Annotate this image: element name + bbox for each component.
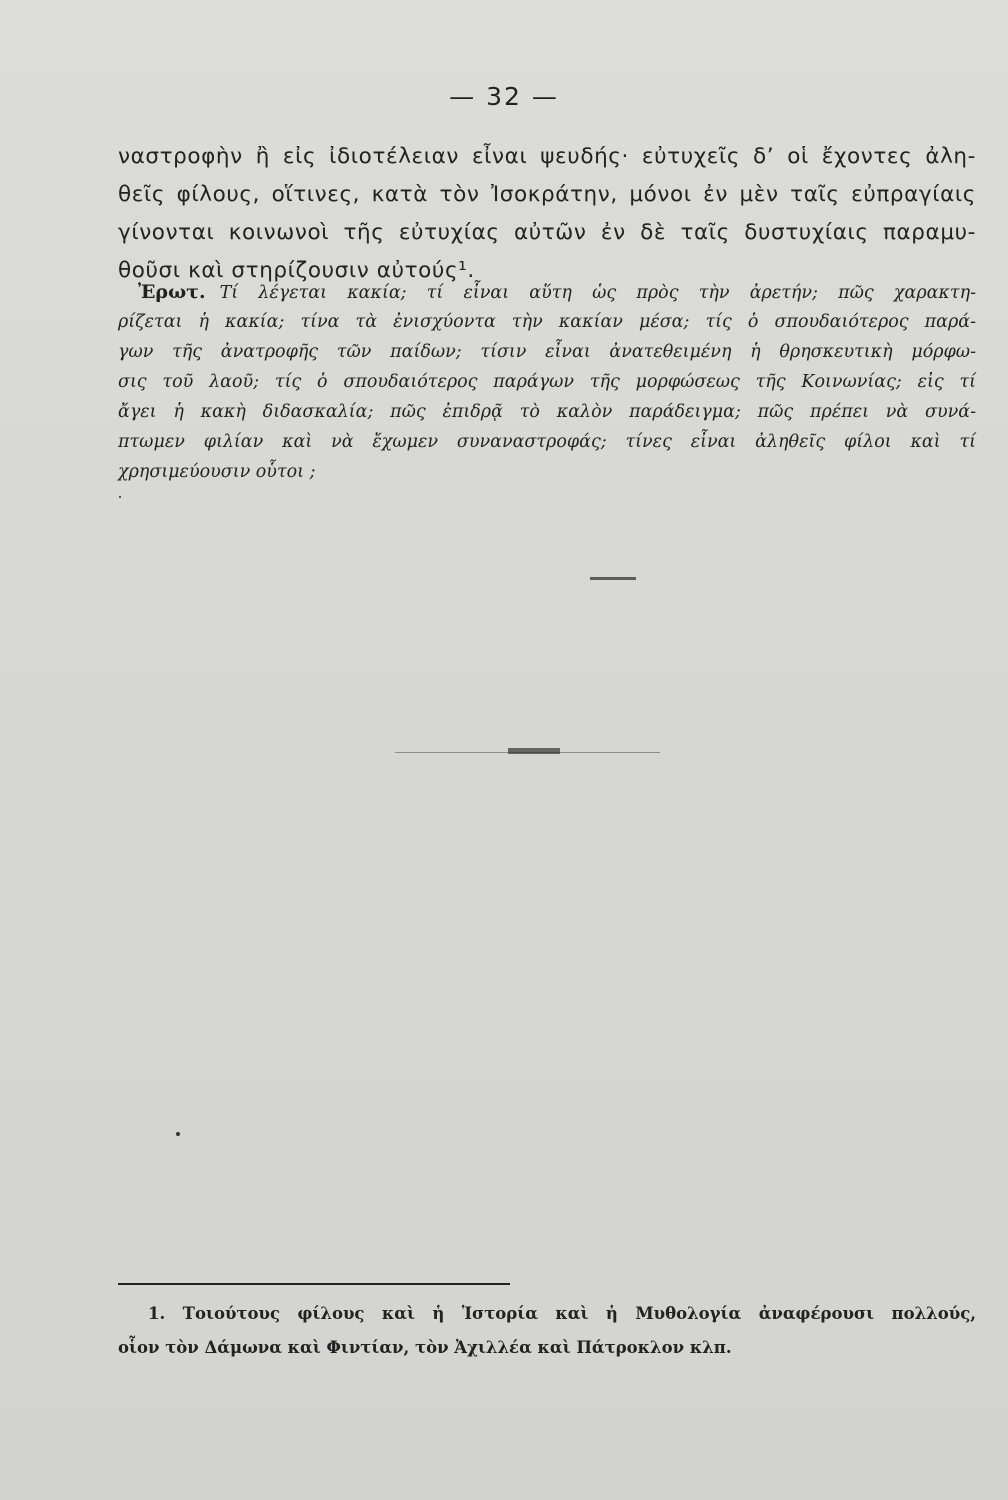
ink-speck: [176, 1132, 180, 1136]
ink-speck: [119, 496, 121, 498]
page-number: — 32 —: [449, 82, 559, 111]
body-line: ναστροφὴν ἢ εἰς ἰδιοτέλειαν εἶναι ψευδής· εὐτυχεῖς δ’ οἱ ἔχοντες ἀλη-: [118, 144, 976, 169]
body-line: γίνονται κοινωνοὶ τῆς εὐτυχίας αὐτῶν ἐν δὲ ταῖς δυστυχίαις παραμυ-: [118, 220, 976, 245]
body-line: θοῦσι καὶ στηρίζουσιν αὐτούς¹.: [118, 258, 475, 283]
body-paragraph: [118, 138, 976, 290]
question-line: γων τῆς ἀνατροφῆς τῶν παίδων; τίσιν εἶναι ἀνατεθειμένη ἡ θρησκευτικὴ μόρφω-: [118, 342, 976, 362]
question-line: χρησιμεύουσιν οὗτοι ;: [118, 462, 316, 482]
ink-smudge: [508, 748, 560, 754]
question-line: ρίζεται ἡ κακία; τίνα τὰ ἐνισχύοντα τὴν κακίαν μέσα; τίς ὁ σπουδαιότερος παρά-: [118, 312, 976, 332]
footnote-divider: [118, 1283, 510, 1285]
question-label: Ἐρωτ.: [138, 281, 206, 303]
question-line-text: Τί λέγεται κακία; τί εἶναι αὕτη ὡς πρὸς τὴν ἀρετήν; πῶς χαρακτη-: [219, 283, 976, 303]
question-paragraph: [118, 277, 976, 487]
question-line: [118, 277, 976, 307]
ink-smudge: [590, 577, 636, 580]
footnote: [118, 1297, 976, 1365]
question-line: σις τοῦ λαοῦ; τίς ὁ σπουδαιότερος παράγων τῆς μορφώσεως τῆς Κοινωνίας; εἰς τί: [118, 372, 976, 392]
footnote-line: 1. Τοιούτους φίλους καὶ ἡ Ἱστορία καὶ ἡ Μυθολογία ἀναφέρουσι πολλούς,: [148, 1304, 976, 1323]
footnote-line: οἷον τὸν Δάμωνα καὶ Φιντίαν, τὸν Ἀχιλλέα καὶ Πάτροκλον κλπ.: [118, 1338, 732, 1357]
body-line: θεῖς φίλους, οἵτινες, κατὰ τὸν Ἰσοκράτην, μόνοι ἐν μὲν ταῖς εὐπραγίαις: [118, 182, 976, 207]
question-line: πτωμεν φιλίαν καὶ νὰ ἔχωμεν συναναστροφάς; τίνες εἶναι ἀληθεῖς φίλοι καὶ τί: [118, 432, 976, 452]
question-line: ἄγει ἡ κακὴ διδασκαλία; πῶς ἐπιδρᾷ τὸ καλὸν παράδειγμα; πῶς πρέπει νὰ συνά-: [118, 402, 976, 422]
